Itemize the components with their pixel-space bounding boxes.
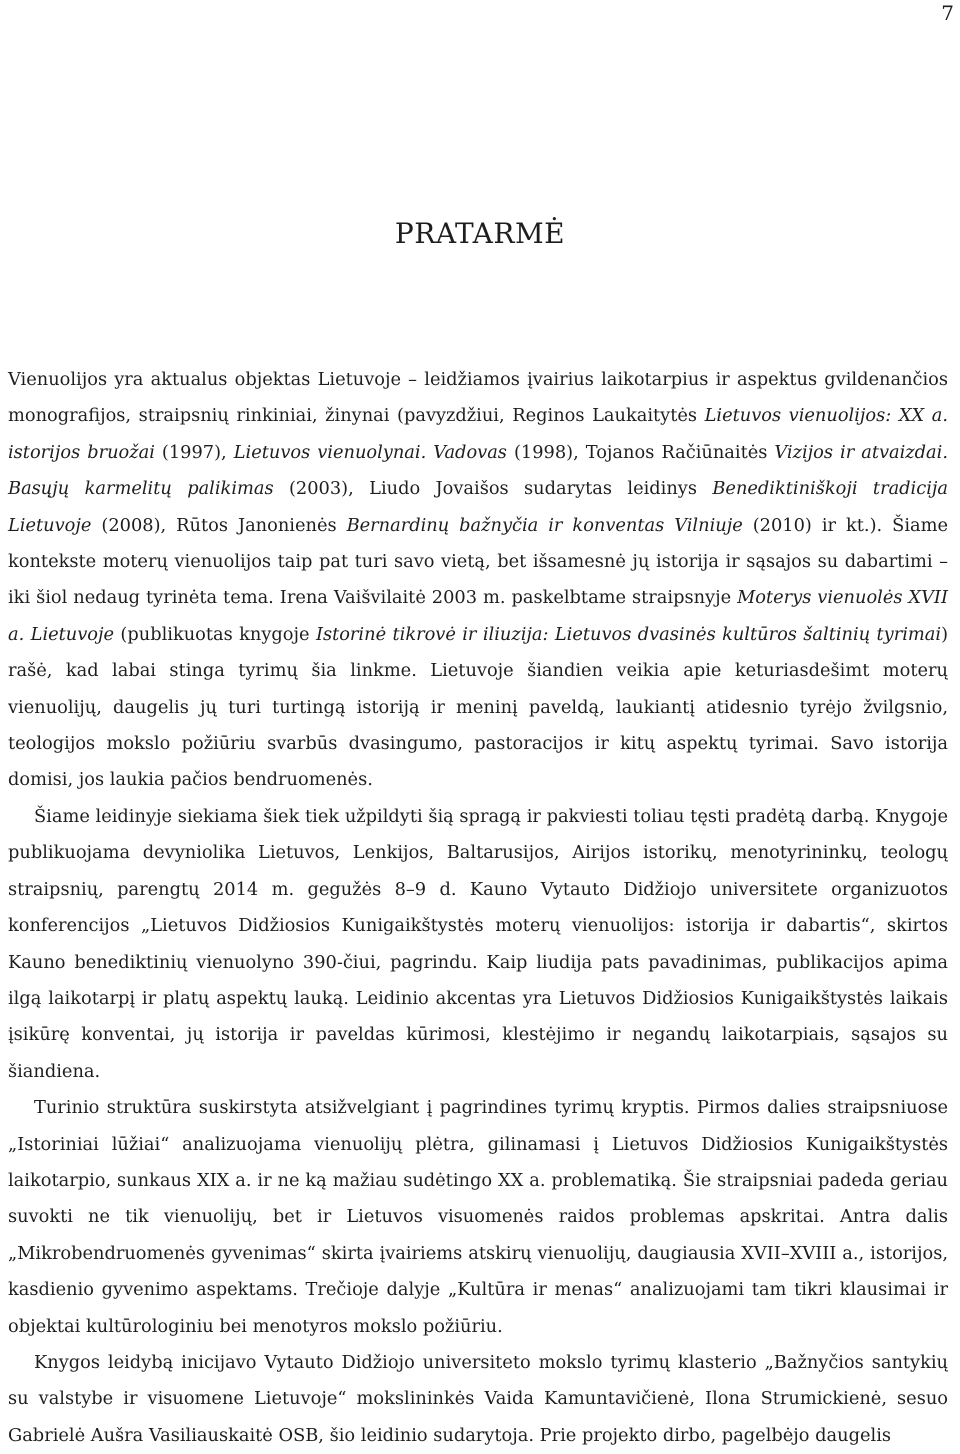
- text-run: Turinio struktūra suskirstyta atsižvelgiant į pagrindines tyrimų kryptis. Pirmos dalies straipsniuose „Istoriniai lūžiai“ analizuojama vienuolijų plėtra, gilinamasi į Lietuvos Didžiosios Kunigaikštystės laikotarpio, sunkaus XIX a. ir ne ką mažiau sudėtingo XX a. problematiką. Šie straipsniai padeda geriau suvokti ne tik vienuolijų, bet ir Lietuvos visuomenės raidos problemas apskritai. Antra dalis „Mikrobendruomenės gyvenimas“ skirta įvairiems atskirų vienuolijų, daugiausia XVII–XVIII a., istorijos, kasdienio gyvenimo aspektams. Trečioje dalyje „Kultūra ir menas“ analizuojami tam tikri klausimai ir objektai kultūrologiniu bei menotyros mokslo požiūriu.: [8, 1097, 948, 1337]
- italic-title-run: Lietuvos vienuolynai. Vadovas: [233, 441, 507, 463]
- italic-title-run: Istorinė tikrovė ir iliuzija: Lietuvos dvasinės kultūros šaltinių tyrimai: [315, 623, 942, 645]
- text-run: (publikuotas knygoje: [114, 623, 316, 645]
- italic-title-run: Bernardinų bažnyčia ir konventas Vilniuje: [346, 514, 743, 536]
- italic-title-run: Lietuvos vienuolijos: XX a. istorijos bruožai: [8, 405, 948, 463]
- italic-title-run: Vizijos ir atvaizdai. Basųjų karmelitų palikimas: [8, 441, 948, 500]
- text-run: Vienuolijos yra aktualus objektas Lietuvoje – leidžiamos įvairius laikotarpius ir aspektus gvildenančios monografijos, straipsnių rinkiniai, žinynai (pavyzdžiui, Reginos Laukaitytės: [8, 369, 948, 427]
- text-run: ) rašė, kad labai stinga tyrimų šia linkme. Lietuvoje šiandien veikia apie keturiasdešimt moterų vienuolijų, daugelis jų turi turtingą istoriją ir meninį paveldą, laukiantį atidesnio tyrėjo žvilgsnio, teologijos mokslo požiūriu svarbūs dvasingumo, pastoracijos ir kitų aspektų tyrimai. Savo istorija domisi, jos laukia pačios bendruomenės.: [8, 623, 948, 791]
- text-run: (2008), Rūtos Janonienės: [91, 514, 347, 536]
- text-run: Knygos leidybą inicijavo Vytauto Didžiojo universiteto mokslo tyrimų klasterio „Bažnyčios santykių su valstybe ir visuomene Lietuvoje“ mokslininkės Vaida Kamuntavičienė, Ilona Strumickienė, sesuo Gabrielė Aušra Vasiliauskaitė OSB, šio leidinio sudarytoja. Prie projekto dirbo, pagelbėjo daugelis: [8, 1351, 948, 1446]
- text-run: (1998), Tojanos Račiūnaitės: [506, 441, 775, 463]
- page-number: 7: [941, 1, 954, 25]
- paragraph-3: [8, 1090, 948, 1345]
- paragraph-1: [8, 362, 948, 799]
- text-run: Šiame leidinyje siekiama šiek tiek užpildyti šią spragą ir pakviesti toliau tęsti pradėtą darbą. Knygoje publikuojama devyniolika Lietuvos, Lenkijos, Baltarusijos, Airijos istorikų, menotyrininkų, teologų straipsnių, parengtų 2014 m. gegužės 8–9 d. Kauno Vytauto Didžiojo universitete organizuotos konferencijos „Lietuvos Didžiosios Kunigaikštystės moterų vienuolijos: istorija ir dabartis“, skirtos Kauno benediktinių vienuolyno 390-čiui, pagrindu. Kaip liudija pats pavadinimas, publikacijos apima ilgą laikotarpį ir platų aspektų lauką. Leidinio akcentas yra Lietuvos Didžiosios Kunigaikštystės laikais įsikūrę konventai, jų istorija ir paveldas kūrimosi, klestėjimo ir negandų laikotarpiais, sąsajos su šiandiena.: [8, 805, 948, 1082]
- italic-title-run: Moterys vienuolės XVII a. Lietuvoje: [8, 587, 948, 645]
- italic-title-run: Benediktiniškoji tradicija Lietuvoje: [8, 478, 948, 536]
- page-title: PRATARMĖ: [394, 217, 566, 250]
- paragraph-2: [8, 799, 948, 1090]
- body-text: [8, 362, 948, 1454]
- text-run: (1997),: [154, 441, 234, 463]
- paragraph-4: [8, 1345, 948, 1454]
- text-run: (2010) ir kt.). Šiame kontekste moterų vienuolijos taip pat turi savo vietą, bet išsamesnė jų istorija ir sąsajos su dabartimi – iki šiol nedaug tyrinėta tema. Irena Vaišvilaitė 2003 m. paskelbtame straipsnyje: [8, 514, 948, 609]
- text-run: (2003), Liudo Jovaišos sudarytas leidinys: [273, 478, 713, 500]
